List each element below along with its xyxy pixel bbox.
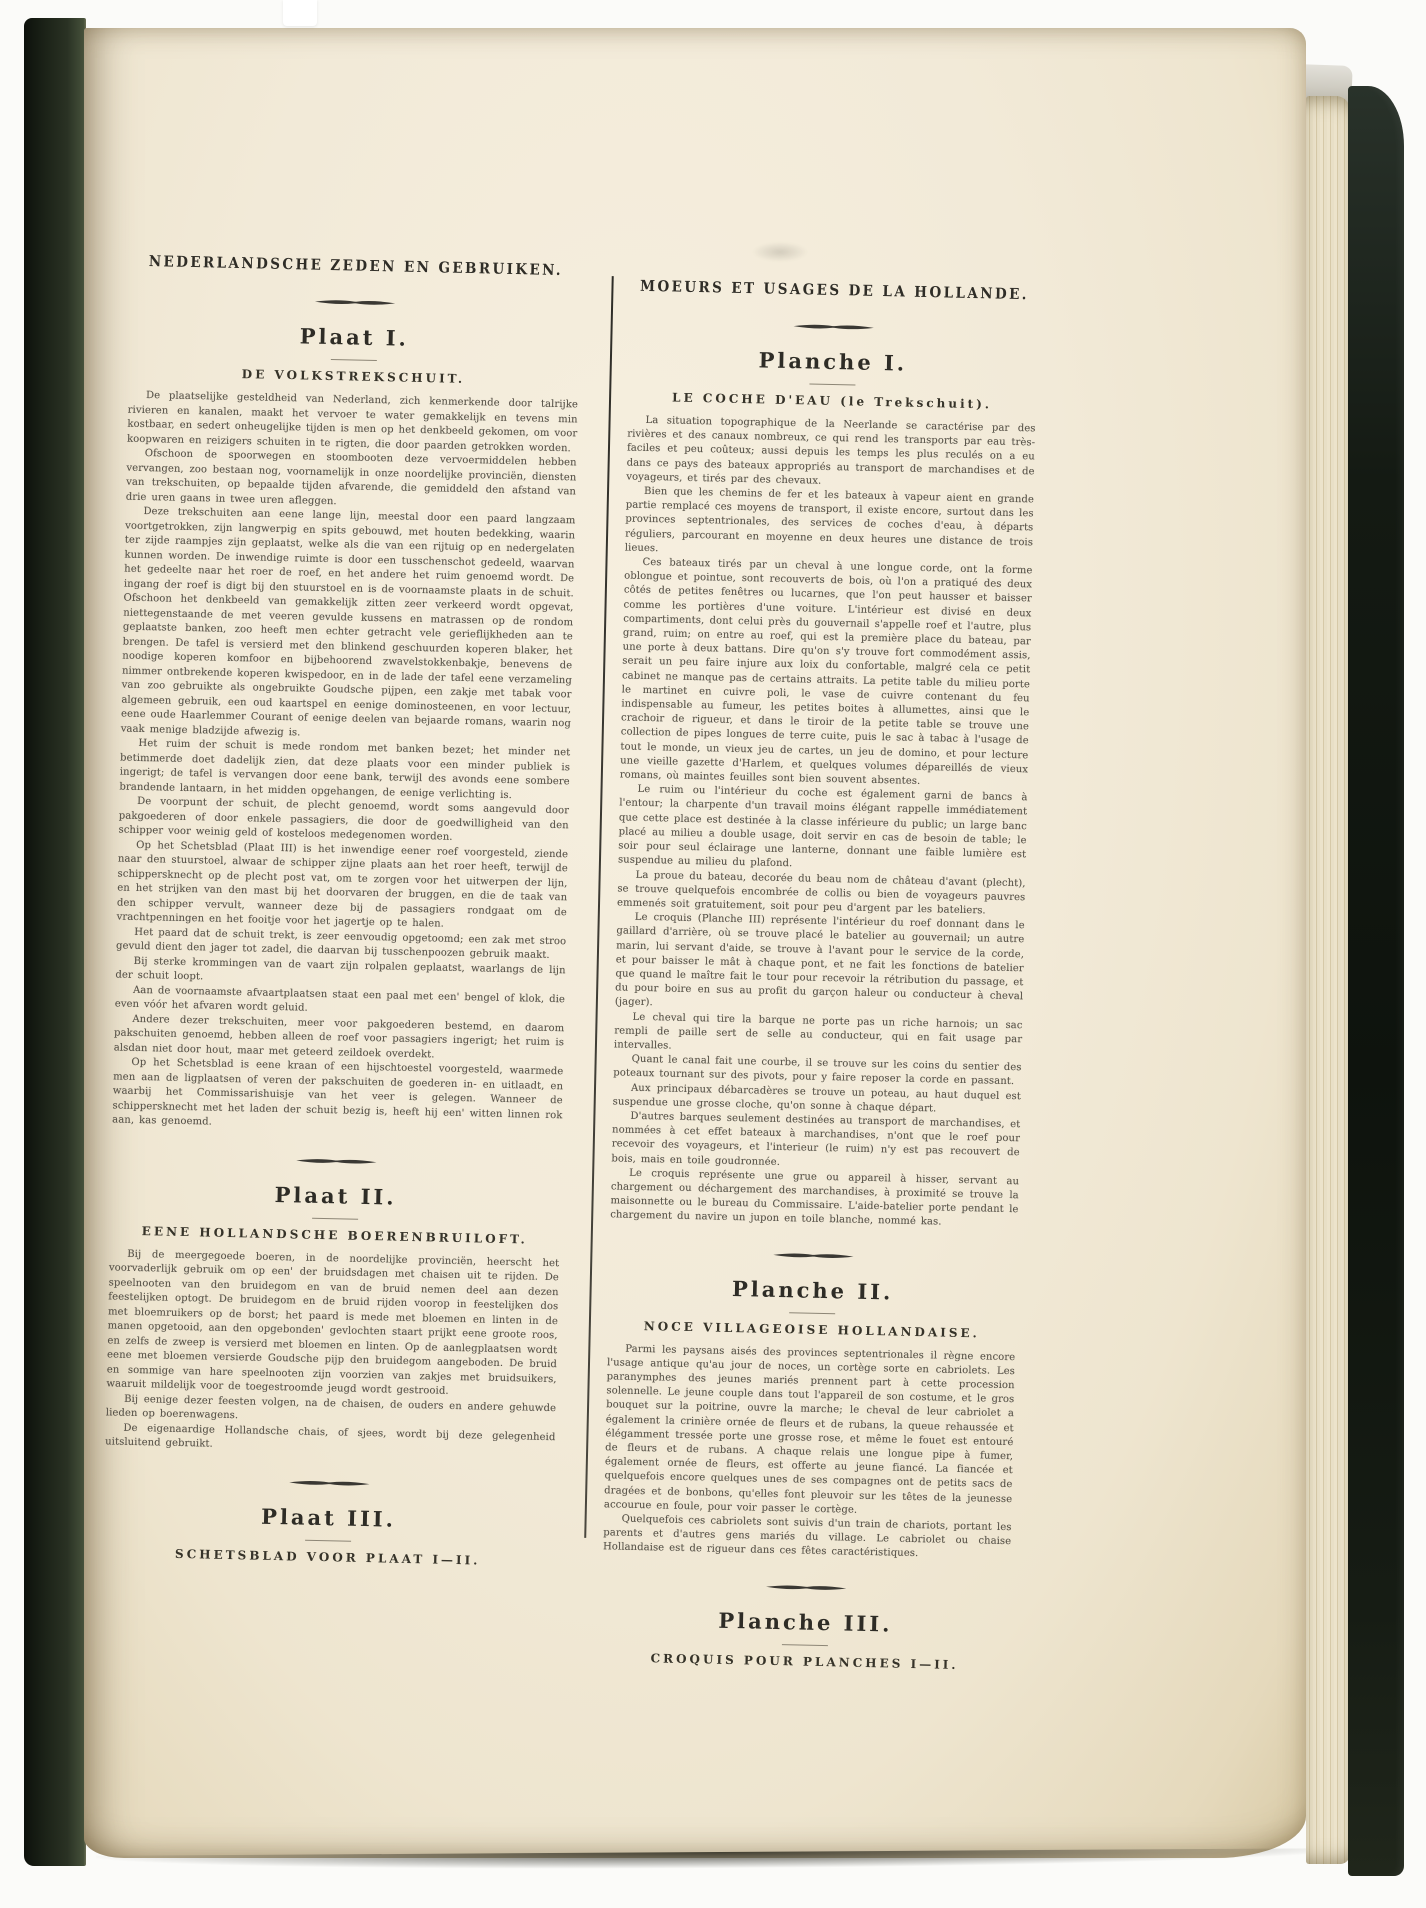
section-planche-2 <box>603 1247 1018 1564</box>
paragraph: Bij eenige dezer feesten volgen, na de chaisen, de ouders en andere gehuwde lieden op boerenwagens. <box>105 1393 557 1422</box>
section-subtitle: DE VOLKSTREKSCHUIT. <box>241 367 466 386</box>
paragraph: Bij de meergegoede boeren, in de noordelijke provinciën, heerscht het voorvaderlijk gebruik om op een' der bruidsdagen met chaisen uit te rijden. De speelnooten van den bruidegom en van de bruid nemen deel aan dezen feestelijken optogt. De bruidegom en de bruid rijden voorop in feestelijken dos met bloemruikers op de borst; het paard is mede met bloemen en linten in de manen opgetooid, aan den opgebonden' gevlochten staart prijkt eene groote roos, en zelfs de zweep is versierd met bloemen en linten. Op de aanlegplaatsen wordt eene met bloemen versierde Goudsche pijp den bruidegom aangeboden. De bruid en sommige van hare speelnooten zijn voorzien van zakjes met bruidsuikers, waaruit mildelijk voor de toegestroomde jeugd wordt gestrooid. <box>106 1248 560 1397</box>
paragraph: D'autres barques seulement destinées au transport de marchandises, et nommées à cet effet bateaux à marchandises, n'ont que le roef pour recevoir des voyageurs, et l'interieur (le ruim) n'y est pas recouvert de bois, mais en toile goudronnée. <box>611 1110 1021 1168</box>
ornament-rule <box>111 1152 561 1170</box>
section-rule <box>312 1217 358 1219</box>
paragraph: Op het Schetsblad is eene kraan of een hijschtoestel voorgesteld, waarmede men aan de ligplaatsen of veren der pakschuiten de goederen in- en uitlaadt, en waarbij het Commissarishuisje van het veer is gelegen. Wanneer de schippersknecht met het laden der schuit bezig is, heeft hij een' witten linnen rok aan, kas genoemd. <box>112 1056 564 1128</box>
section-rule <box>789 1312 835 1314</box>
section-subtitle: LE COCHE D'EAU (le Trekschuit). <box>671 390 993 412</box>
paragraph: Op het Schetsblad (Plaat III) is het inwendige eener roef voorgesteld, ziende naar den stuurstoel, alwaar de schipper zijne plaats aan het roer heeft, terwijl de schippersknecht op de plecht post vat, om te zorgen voor het uitwerpen der lijn, en het strijken van den mast bij het doorvaren der bruggen, en die de taak van den schipper vervult, wanneer deze bij de passagiers rondgaat om de vrachtpenningen en het fooitje voor het jagertje op te halen. <box>116 839 569 930</box>
paragraph: La proue du bateau, decorée du beau nom de château d'avant (plecht), se trouve quelquefois encombrée de collis ou bien de voyageurs pauvres emmenés soit gratuitement, soit pour peu d'argent par les bateliers. <box>616 869 1026 917</box>
paragraph: Bien que les chemins de fer et les bateaux à vapeur aient en grande partie remplacé ces moyens de transport, il existe encore, surtout dans les provinces septentrionales, des services de coches d'eau, à départs réguliers, parcourant en moyenne en deux heures une distance de trois lieues. <box>624 485 1035 555</box>
paragraph: De voorpunt der schuit, de plecht genoemd, wordt soms aangevuld door pakgoederen of door enkele passagiers, die door de goedwilligheid van den schipper voor weinig geld of kosteloos medegenomen worden. <box>118 795 570 843</box>
section-plaat-2 <box>105 1152 561 1460</box>
ornament-rule <box>130 294 580 312</box>
section-rule <box>305 1539 351 1541</box>
paragraph: Andere dezer trekschuiten, meer voor pakgoederen bestemd, en daarom pakschuiten genoemd, hebben alleen de roef voor passagiers ingerigt; het ruim is alsdan niet door hout, maar met geteerd zeildoek overdekt. <box>113 1013 565 1060</box>
paragraph: Le cheval qui tire la barque ne porte pas un riche harnois; un sac rempli de paille sert de selle au conducteur, qui en fait usage par intervalles. <box>613 1011 1023 1052</box>
ornament-rule <box>609 1247 1017 1264</box>
section-title: Planche III. <box>718 1607 893 1637</box>
right-column-french <box>600 277 1038 1683</box>
section-subtitle: SCHETSBLAD VOOR PLAAT I—II. <box>174 1546 481 1568</box>
section-rule <box>782 1644 828 1646</box>
section-title: Planche I. <box>758 347 908 376</box>
paragraph: Aan de voornaamste afvaartplaatsen staat een paal met een' bengel of klok, die even vóór het afvaren wordt geluid. <box>114 984 566 1014</box>
section-subtitle: CROQUIS POUR PLANCHES I—II. <box>650 1650 959 1672</box>
left-column-dutch <box>102 252 581 1579</box>
paragraph: Deze trekschuiten aan eene lange lijn, meestal door een paard langzaam voortgetrokken, zijn langwerpig en spits gebouwd, met houten bedekking, waarin ter zijde raampjes zijn geplaatst, welke als die van een rijtuig op en nedergelaten kunnen worden. De inwendige ruimte is door een tusschenschot gedeeld, waarvan het gedeelte naar het roer de roef, en het andere het ruim genoemd wordt. De ingang der roef is digt bij den stuurstoel en is de voornaamste plaats in de schuit. Ofschoon het denkbeeld van gemakkelijk zitten zeer verkeerd wordt opgevat, niettegenstaande de met veeren gevulde kussens en matrassen op de rondom geplaatste banken, zoo heeft men echter getracht vele gerieflijkheden aan te brengen. De tafel is versierd met den blinkend geschuurden koperen blaker, het noodige koperen komfoor en bijbehoorend zwavelstokkenbakje, benevens de nimmer ontbrekende koperen kwispedoor, en in de lade der tafel eene verzameling van zoo gebruikte als ongebruikte Goudsche pijpen, een zakje met tabak voor algemeen gebruik, een oud kaartspel en eenige dominosteenen, en voor lectuur, eene oude Haarlemmer Courant of eenige deelen van bejaarde romans, waarin nog vaak menige bladzijde afwezig is. <box>120 505 576 738</box>
paragraph: Quant le canal fait une courbe, il se trouve sur les coins du sentier des poteaux tournant sur des pivots, pour y faire reposer la corde en passant. <box>613 1053 1022 1088</box>
paragraph: De eigenaardige Hollandsche chais, of sjees, wordt bij deze gelegenheid uitsluitend gebruikt. <box>105 1422 556 1450</box>
section-subtitle: NOCE VILLAGEOISE HOLLANDAISE. <box>643 1318 980 1340</box>
section-planche-3 <box>600 1579 1010 1673</box>
paragraph: La situation topographique de la Neerlande se caractérise par des rivières et des canaux nombreux, ce qui rend les transports par eau très-faciles et peu coûteux; aussi depuis les temps les plus reculés on a eu dans ce pays des bateaux appropriés au transport de marchandises et de voyageurs, et tirés par des chevaux. <box>626 414 1036 487</box>
section-plaat-3 <box>103 1474 555 1569</box>
paragraph: Ofschoon de spoorwegen en stoombooten deze vervoermiddelen hebben vervangen, zoo bestaan nog, voornamelijk in onze noordelijke provinciën, diensten van trekschuiten, op bepaalde tijden afvarende, die gemiddeld den afstand van drie uren gaans in twee uren afleggen. <box>125 447 577 507</box>
paragraph: Le croquis (Planche III) représente l'intérieur du roef donnant dans le gaillard d'arrière, où se trouve placé le batelier au gouvernail; un autre marin, lui servant d'aide, se trouve à l'avant pour le service de la corde, et pour baisser le mât à chaque pont, et ne fait les fonctions de batelier que quand le maître fait le tour pour recevoir la rétribution du passage, et du pour boire en sus au profit du garçon haleur ou conducteur à cheval (jager). <box>614 911 1025 1009</box>
paragraph: Het paard dat de schuit trekt, is zeer eenvoudig opgetoomd; een zak met stroo gevuld dient den jager tot zadel, die daarvan bij tusschenpoozen gebruik maakt. <box>115 926 567 961</box>
paragraph: Ces bateaux tirés par un cheval à une longue corde, ont la forme oblongue et pointue, sont recouverts de bois, où l'on a pratiqué des deux côtés de petites fenêtres ou lucarnes, que l'on peut hausser et baisser comme les portières d'une voiture. L'intérieur est divisé en deux compartiments, dont celui près du gouvernail s'appelle roef et l'autre, plus grand, ruim; on entre au roef, qui est la première place du bateau, par une porte à deux battans. Dire qu'on s'y trouve fort commodément assis, serait un peu faire injure aux loix du confortable, malgré cela ce petit cabinet ne manque pas de certains attraits. La petite table du milieu porte le martinet en cuivre poli, le vase de cuivre contenant du feu indispensable au fumeur, les petites boites à allumettes, ainsi que le crachoir de rigueur, et dans le tiroir de la petite table se trouve une collection de pipes longues de terre cuite, puis le sac à tabac à l'usage de tout le monde, un vieux jeu de cartes, un jeu de domino, et pour lecture une vieille gazette d'Harlem, et quelques volumes dépareillés de vieux romans, où maintes feuilles sont bien souvent absentes. <box>619 556 1033 788</box>
right-column-header: MOEURS ET USAGES DE LA HOLLANDE. <box>639 276 1030 304</box>
section-subtitle: EENE HOLLANDSCHE BOERENBRUILOFT. <box>141 1223 528 1247</box>
left-column-header: NEDERLANDSCHE ZEDEN EN GEBRUIKEN. <box>148 252 564 280</box>
section-plaat-1 <box>112 294 580 1138</box>
paragraph: De plaatselijke gesteldheid van Nederland, zich kenmerkende door talrijke rivieren en kanalen, maakt het vervoer te water gemakkelijk en tevens min kostbaar, en sedert onheugelijke tijden is men op het denkbeeld gekomen, om voor koopwaren en reizigers schuiten in te rigten, die door paarden getrokken worden. <box>126 389 579 454</box>
section-planche-1 <box>610 319 1038 1232</box>
paragraph: Aux principaux débarcadères se trouve un poteau, au haut duquel est suspendue une grosse cloche, qu'on sonne à chaque départ. <box>612 1082 1022 1115</box>
section-title: Plaat I. <box>299 323 410 351</box>
paragraph: Le ruim ou l'intérieur du coche est également garni de bancs à l'entour; la charpente d'un travail moins élégant rappelle immédiatement que cette place est destinée à la classe inférieure du public; un large banc placé au milieu a double usage, doit servir en cas de besoin de table; le soir pour seul éclairage une lanterne, donnant une faible lumière est suspendue au milieu du plafond. <box>617 784 1028 870</box>
ornament-rule <box>630 319 1038 336</box>
section-title: Planche II. <box>731 1275 894 1305</box>
section-title: Plaat III. <box>260 1503 397 1532</box>
paragraph: Quelquefois ces cabriolets sont suivis d'un train de chariots, portant les parents et d'autres gens mariés du village. Le cabriolet ou chaise Hollandaise est de rigueur dans ces fêtes caractéristiques. <box>602 1513 1012 1560</box>
section-rule <box>809 383 855 385</box>
section-rule <box>331 359 377 361</box>
section-title: Plaat II. <box>274 1181 397 1210</box>
paragraph: Parmi les paysans aisés des provinces septentrionales il règne encore l'usage antique qu'au jour de noces, un cortège sorte en cabriolets. Les paranymphes des jeunes mariés prennent part à cette procession solennelle. Le jeune couple dans tout l'appareil de son costume, et le gros bouquet sur la poitrine, ouvre la marche; le cheval de leur cabriolet a également la crinière ornée de fleurs et de rubans, la queue rehaussée et élégamment tressée porte une grosse rose, et même le fouet est entouré de fleurs et de rubans. A chaque relais une longue pipe à fumer, également ornée de fleurs, est offerte au jeune fiancé. La fiancée et quelquefois encore quelques unes de ses compagnes ont de petits sacs de dragées et de bonbons, qu'elles font pleuvoir sur les têtes de la jeunesse accourue en foule, pour voir passer le cortège. <box>603 1343 1016 1516</box>
paragraph: Bij sterke krommingen van de vaart zijn rolpalen geplaatst, waarlangs de lijn der schuit loopt. <box>115 955 566 983</box>
ornament-rule <box>602 1579 1010 1596</box>
ornament-rule <box>104 1474 554 1492</box>
paragraph: Le croquis représente une grue ou appareil à hisser, servant au chargement ou déchargement des marchandises, à proximité se trouve la maisonnette ou le bureau du Commissaire. L'aide-batelier porte pendant le chargement du navire un jupon en toile blanche, nommé kas. <box>610 1167 1020 1228</box>
paragraph: Het ruim der schuit is mede rondom met banken bezet; het minder net betimmerde doet dadelijk zien, dat deze plaats voor een minder publiek is ingerigt; de tafel is vervangen door eene bank, terwijl des avonds eene sombere brandende lantaarn, in het midden opgehangen, de eenige verlichting is. <box>119 737 571 801</box>
